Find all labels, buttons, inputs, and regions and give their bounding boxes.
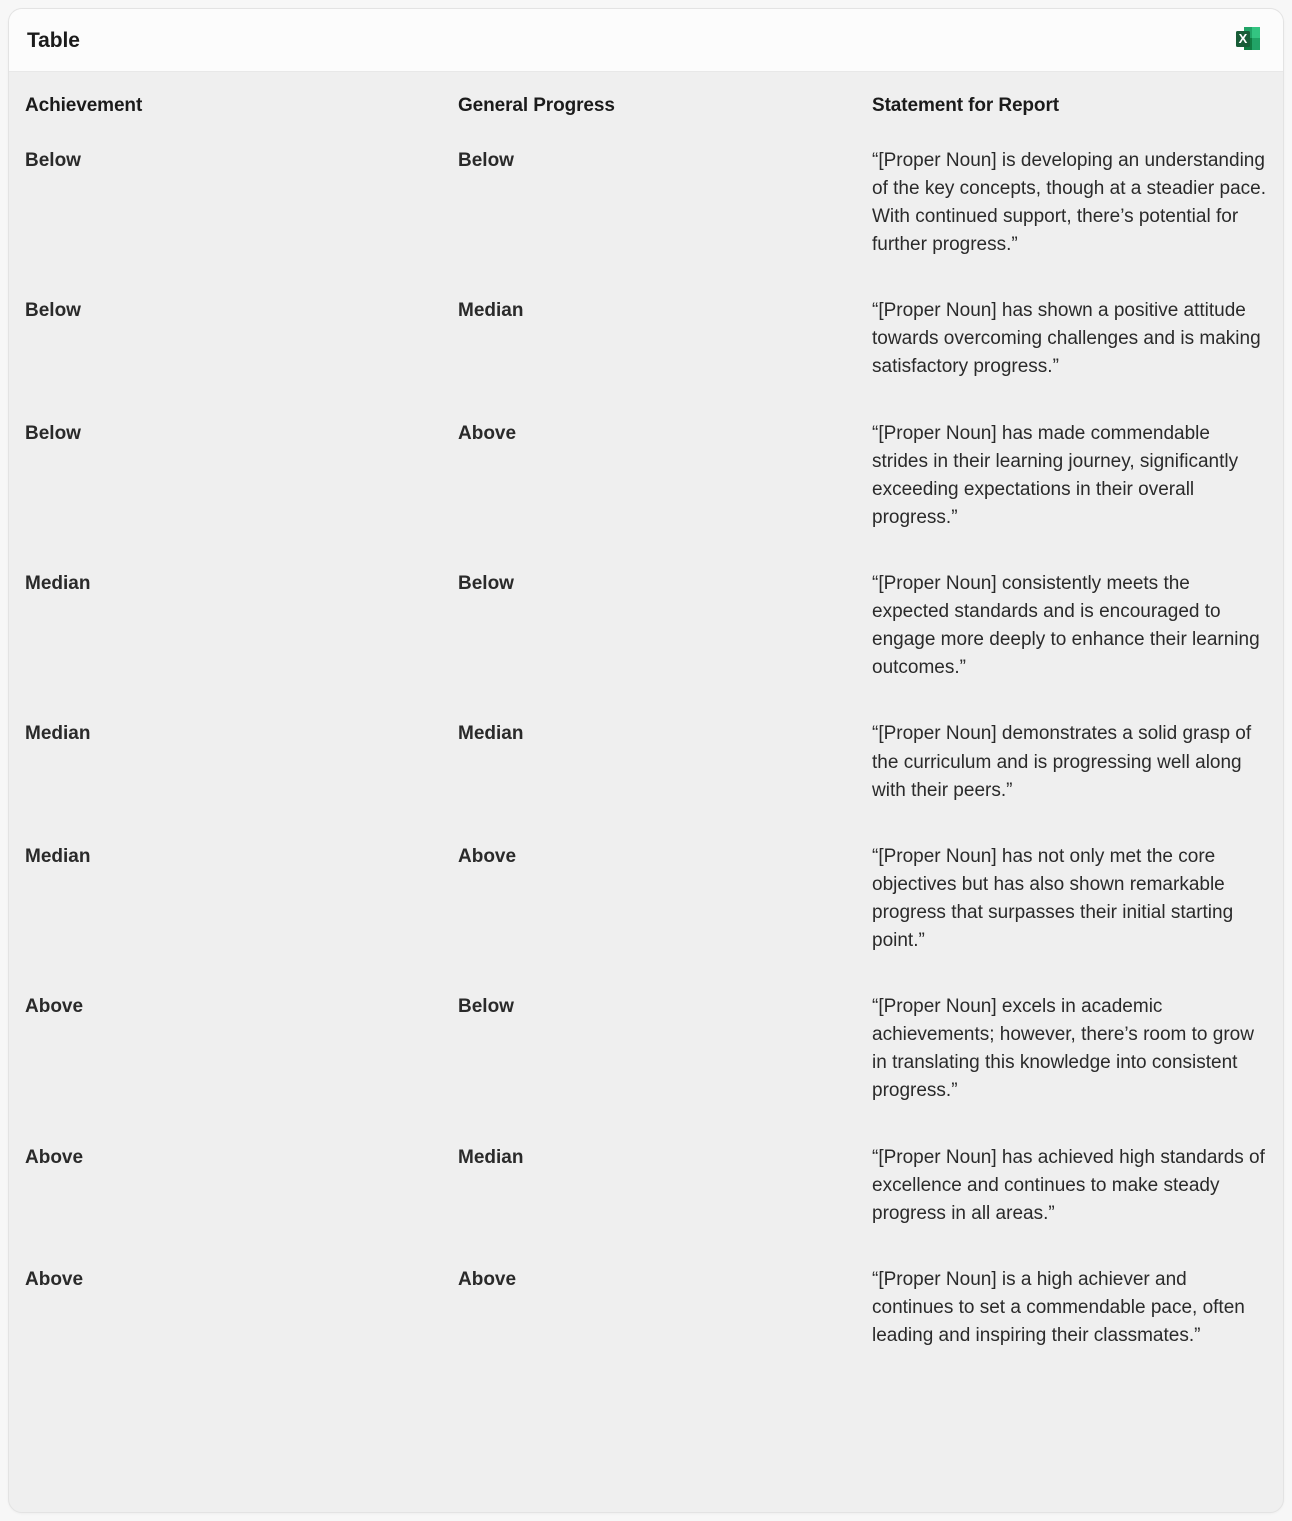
table-row [9, 701, 1284, 823]
table-head [9, 72, 1284, 128]
report-statements-table [9, 72, 1284, 1376]
table-row [9, 128, 1284, 278]
excel-export-button[interactable] [1231, 23, 1265, 57]
column-header-statement-for-report: Statement for Report [872, 95, 1059, 116]
cell-general-progress: Above [458, 422, 517, 444]
svg-text:X: X [1238, 30, 1248, 46]
cell-statement: “[Proper Noun] has shown a positive attitude towards overcoming challenges and is making satisfactory progress.” [872, 300, 1261, 378]
cell-achievement: Above [25, 996, 84, 1018]
cell-statement: “[Proper Noun] excels in academic achievements; however, there’s room to grow in translating this knowledge into consistent progress.” [872, 996, 1254, 1102]
cell-general-progress: Above [458, 845, 517, 867]
cell-achievement: Above [25, 1146, 84, 1168]
cell-achievement: Below [25, 149, 81, 171]
cell-general-progress: Median [458, 300, 524, 322]
cell-general-progress: Below [458, 149, 514, 171]
cell-statement: “[Proper Noun] consistently meets the expected standards and is encouraged to engage more deeply to enhance their learning outcomes.” [872, 572, 1260, 679]
cell-general-progress: Below [458, 996, 514, 1018]
table-row [9, 401, 1284, 551]
cell-achievement: Median [25, 723, 91, 745]
table-body [9, 128, 1284, 1377]
cell-statement: “[Proper Noun] demonstrates a solid grasp of the curriculum and is progressing well along with their peers.” [872, 723, 1252, 801]
table-row [9, 551, 1284, 701]
cell-statement: “[Proper Noun] has made commendable strides in their learning journey, significantly exceeding expectations in their overall progress.” [872, 422, 1239, 528]
cell-achievement: Below [25, 422, 81, 444]
table-body-wrapper [9, 72, 1283, 1376]
cell-general-progress: Median [458, 1146, 524, 1168]
table-row [9, 1247, 1284, 1376]
cell-statement: “[Proper Noun] has achieved high standards of excellence and continues to make steady progress in all areas.” [872, 1146, 1265, 1224]
table-row [9, 278, 1284, 400]
cell-statement: “[Proper Noun] has not only met the core objectives but has also shown remarkable progress that surpasses their initial starting point.” [872, 845, 1234, 952]
cell-general-progress: Above [458, 1268, 517, 1290]
table-card [8, 8, 1284, 1513]
card-header [9, 9, 1283, 72]
page-title: Table [27, 28, 80, 52]
column-header-general-progress: General Progress [458, 95, 615, 116]
column-header-achievement: Achievement [25, 95, 143, 116]
cell-statement: “[Proper Noun] is developing an understanding of the key concepts, though at a steadier pace. With continued support, there’s potential for further progress.” [872, 149, 1266, 256]
table-row [9, 974, 1284, 1124]
cell-general-progress: Below [458, 572, 514, 594]
cell-achievement: Median [25, 572, 91, 594]
cell-statement: “[Proper Noun] is a high achiever and continues to set a commendable pace, often leading and inspiring their classmates.” [872, 1268, 1245, 1347]
table-row [9, 1125, 1284, 1247]
cell-general-progress: Median [458, 723, 524, 745]
cell-achievement: Above [25, 1268, 84, 1290]
excel-export-icon [1235, 25, 1261, 56]
cell-achievement: Median [25, 845, 91, 867]
table-row [9, 824, 1284, 974]
cell-achievement: Below [25, 300, 81, 322]
table-header-row [9, 72, 1284, 128]
